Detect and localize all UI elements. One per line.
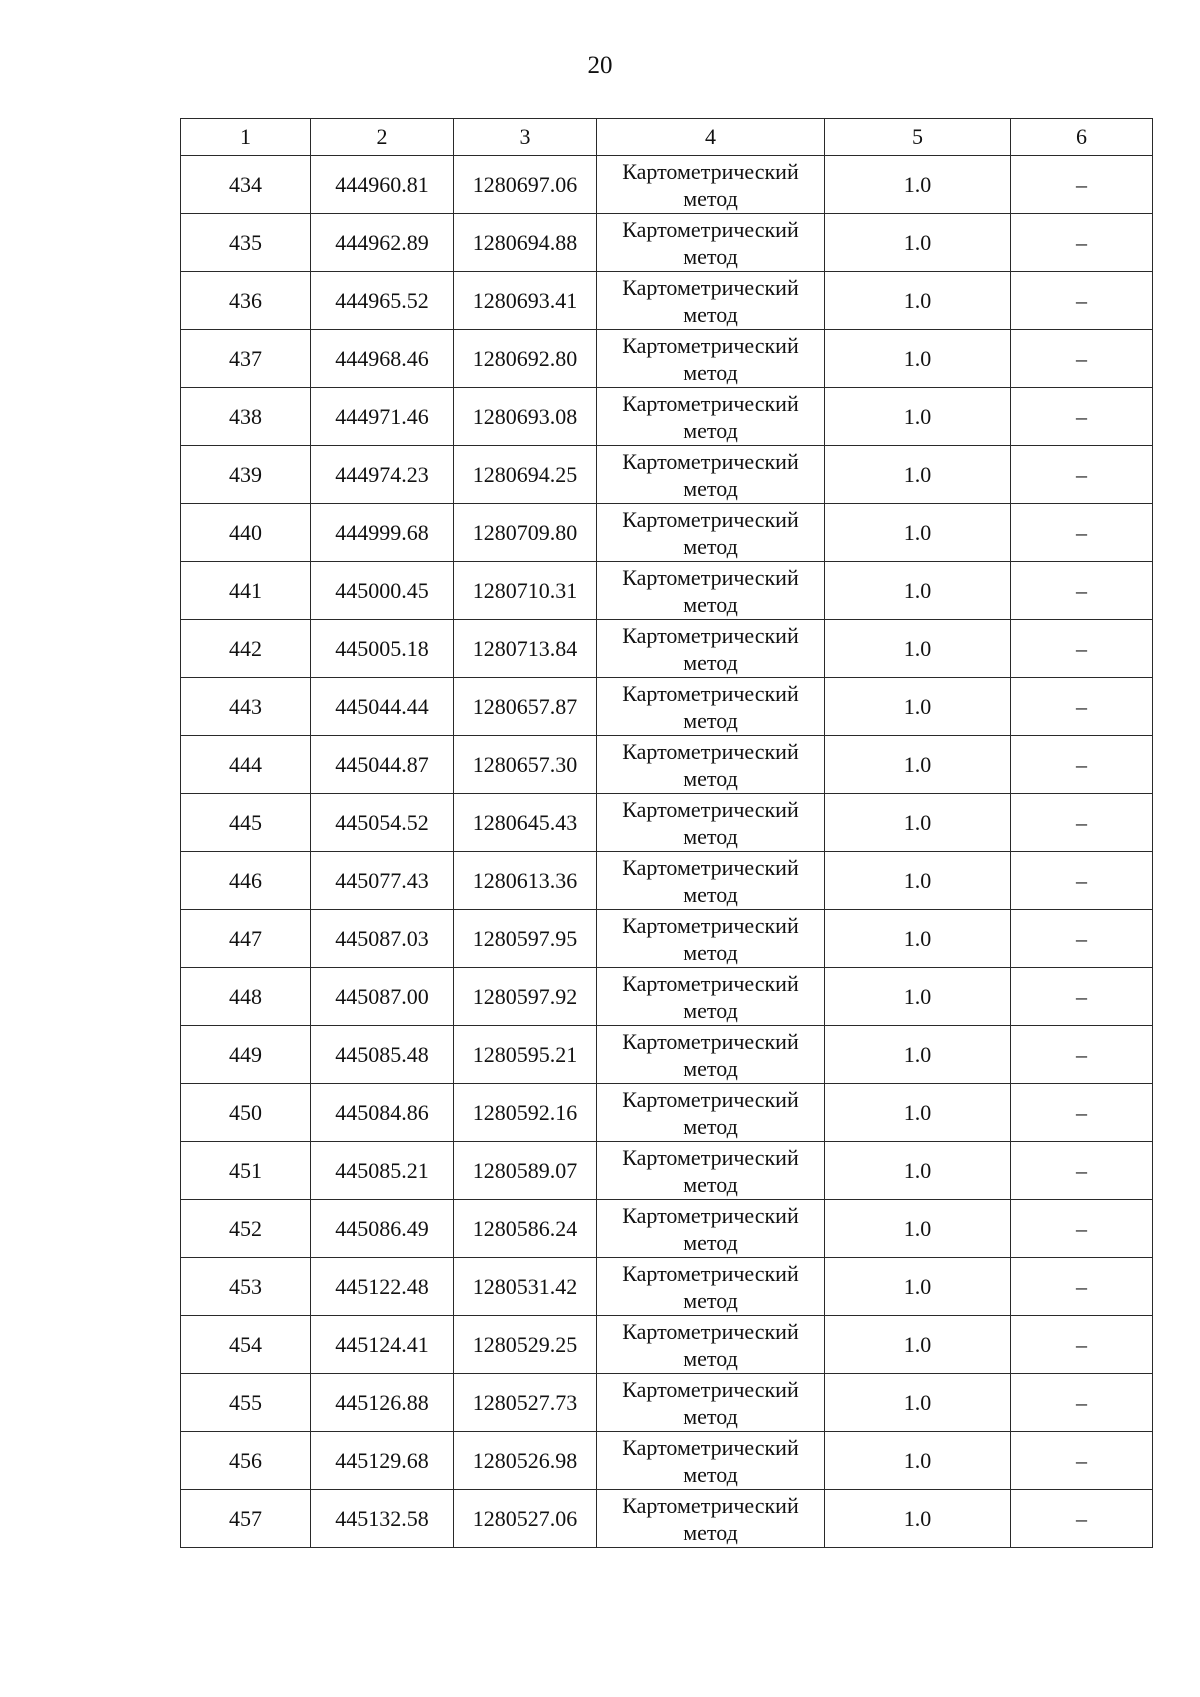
point-number-cell: 445 [181, 794, 311, 852]
method-line-2: метод [683, 649, 738, 675]
method-line-2: метод [683, 1229, 738, 1255]
x-coordinate-cell: 445129.68 [311, 1432, 454, 1490]
method-cell [597, 1026, 825, 1084]
method-line-2: метод [683, 1055, 738, 1081]
table-row [181, 1200, 1153, 1258]
note-cell: – [1011, 852, 1153, 910]
method-line-1: Картометрический [622, 912, 799, 938]
point-number-cell: 443 [181, 678, 311, 736]
y-coordinate-cell: 1280531.42 [454, 1258, 597, 1316]
method-line-1: Картометрический [622, 1260, 799, 1286]
x-coordinate-cell: 445086.49 [311, 1200, 454, 1258]
x-coordinate-cell: 445005.18 [311, 620, 454, 678]
method-cell [597, 330, 825, 388]
method-cell [597, 1432, 825, 1490]
accuracy-cell: 1.0 [825, 852, 1011, 910]
accuracy-cell: 1.0 [825, 388, 1011, 446]
table-row [181, 388, 1153, 446]
x-coordinate-cell: 445044.44 [311, 678, 454, 736]
note-cell: – [1011, 1374, 1153, 1432]
x-coordinate-cell: 444974.23 [311, 446, 454, 504]
note-cell: – [1011, 1142, 1153, 1200]
y-coordinate-cell: 1280597.92 [454, 968, 597, 1026]
point-number-cell: 436 [181, 272, 311, 330]
table-row [181, 214, 1153, 272]
method-line-1: Картометрический [622, 332, 799, 358]
method-line-2: метод [683, 881, 738, 907]
y-coordinate-cell: 1280694.25 [454, 446, 597, 504]
page-number: 20 [587, 52, 613, 79]
table-row [181, 1258, 1153, 1316]
table-row [181, 852, 1153, 910]
method-line-1: Картометрический [622, 216, 799, 242]
accuracy-cell: 1.0 [825, 156, 1011, 214]
accuracy-cell: 1.0 [825, 1432, 1011, 1490]
method-line-1: Картометрический [622, 796, 799, 822]
y-coordinate-cell: 1280527.06 [454, 1490, 597, 1548]
method-line-1: Картометрический [622, 274, 799, 300]
table-body [181, 156, 1153, 1548]
point-number-cell: 457 [181, 1490, 311, 1548]
table-row [181, 1084, 1153, 1142]
note-cell: – [1011, 1084, 1153, 1142]
y-coordinate-cell: 1280692.80 [454, 330, 597, 388]
accuracy-cell: 1.0 [825, 620, 1011, 678]
table-row [181, 678, 1153, 736]
note-cell: – [1011, 794, 1153, 852]
accuracy-cell: 1.0 [825, 1200, 1011, 1258]
method-cell [597, 504, 825, 562]
method-cell [597, 910, 825, 968]
note-cell: – [1011, 678, 1153, 736]
method-line-2: метод [683, 1519, 738, 1545]
x-coordinate-cell: 445044.87 [311, 736, 454, 794]
method-line-1: Картометрический [622, 390, 799, 416]
point-number-cell: 434 [181, 156, 311, 214]
method-line-1: Картометрический [622, 1028, 799, 1054]
x-coordinate-cell: 444965.52 [311, 272, 454, 330]
table-row [181, 794, 1153, 852]
point-number-cell: 440 [181, 504, 311, 562]
method-cell [597, 852, 825, 910]
y-coordinate-cell: 1280613.36 [454, 852, 597, 910]
x-coordinate-cell: 445087.03 [311, 910, 454, 968]
accuracy-cell: 1.0 [825, 446, 1011, 504]
method-line-2: метод [683, 417, 738, 443]
point-number-cell: 448 [181, 968, 311, 1026]
method-cell [597, 156, 825, 214]
y-coordinate-cell: 1280710.31 [454, 562, 597, 620]
method-line-2: метод [683, 1171, 738, 1197]
accuracy-cell: 1.0 [825, 1374, 1011, 1432]
note-cell: – [1011, 156, 1153, 214]
y-coordinate-cell: 1280693.41 [454, 272, 597, 330]
method-line-1: Картометрический [622, 970, 799, 996]
table-row [181, 910, 1153, 968]
y-coordinate-cell: 1280589.07 [454, 1142, 597, 1200]
accuracy-cell: 1.0 [825, 1142, 1011, 1200]
method-line-1: Картометрический [622, 448, 799, 474]
method-line-1: Картометрический [622, 680, 799, 706]
method-line-2: метод [683, 997, 738, 1023]
accuracy-cell: 1.0 [825, 1258, 1011, 1316]
table-row [181, 504, 1153, 562]
y-coordinate-cell: 1280597.95 [454, 910, 597, 968]
y-coordinate-cell: 1280586.24 [454, 1200, 597, 1258]
note-cell: – [1011, 330, 1153, 388]
point-number-cell: 437 [181, 330, 311, 388]
point-number-cell: 441 [181, 562, 311, 620]
note-cell: – [1011, 272, 1153, 330]
note-cell: – [1011, 620, 1153, 678]
x-coordinate-cell: 445085.21 [311, 1142, 454, 1200]
table-row [181, 1142, 1153, 1200]
note-cell: – [1011, 1200, 1153, 1258]
accuracy-cell: 1.0 [825, 678, 1011, 736]
method-cell [597, 1316, 825, 1374]
note-cell: – [1011, 504, 1153, 562]
method-line-1: Картометрический [622, 1086, 799, 1112]
point-number-cell: 447 [181, 910, 311, 968]
table-row [181, 1316, 1153, 1374]
x-coordinate-cell: 445000.45 [311, 562, 454, 620]
method-line-2: метод [683, 1113, 738, 1139]
y-coordinate-cell: 1280713.84 [454, 620, 597, 678]
method-cell [597, 736, 825, 794]
note-cell: – [1011, 1026, 1153, 1084]
accuracy-cell: 1.0 [825, 910, 1011, 968]
method-line-1: Картометрический [622, 738, 799, 764]
y-coordinate-cell: 1280657.30 [454, 736, 597, 794]
column-header-5: 5 [825, 119, 1011, 156]
y-coordinate-cell: 1280526.98 [454, 1432, 597, 1490]
table-row [181, 968, 1153, 1026]
x-coordinate-cell: 444971.46 [311, 388, 454, 446]
method-line-2: метод [683, 591, 738, 617]
table-row [181, 1026, 1153, 1084]
point-number-cell: 438 [181, 388, 311, 446]
table-row [181, 736, 1153, 794]
method-cell [597, 446, 825, 504]
accuracy-cell: 1.0 [825, 504, 1011, 562]
accuracy-cell: 1.0 [825, 794, 1011, 852]
y-coordinate-cell: 1280595.21 [454, 1026, 597, 1084]
point-number-cell: 450 [181, 1084, 311, 1142]
method-cell [597, 678, 825, 736]
method-cell [597, 562, 825, 620]
method-line-1: Картометрический [622, 158, 799, 184]
point-number-cell: 455 [181, 1374, 311, 1432]
method-line-2: метод [683, 301, 738, 327]
note-cell: – [1011, 1490, 1153, 1548]
method-line-1: Картометрический [622, 622, 799, 648]
coordinates-table [180, 118, 1153, 1548]
note-cell: – [1011, 214, 1153, 272]
y-coordinate-cell: 1280657.87 [454, 678, 597, 736]
method-cell [597, 1142, 825, 1200]
point-number-cell: 439 [181, 446, 311, 504]
accuracy-cell: 1.0 [825, 330, 1011, 388]
note-cell: – [1011, 1316, 1153, 1374]
x-coordinate-cell: 445085.48 [311, 1026, 454, 1084]
point-number-cell: 449 [181, 1026, 311, 1084]
y-coordinate-cell: 1280693.08 [454, 388, 597, 446]
method-cell [597, 968, 825, 1026]
note-cell: – [1011, 388, 1153, 446]
point-number-cell: 446 [181, 852, 311, 910]
table-row [181, 1432, 1153, 1490]
x-coordinate-cell: 445084.86 [311, 1084, 454, 1142]
x-coordinate-cell: 445132.58 [311, 1490, 454, 1548]
method-line-2: метод [683, 533, 738, 559]
method-line-1: Картометрический [622, 1318, 799, 1344]
column-header-1: 1 [181, 119, 311, 156]
point-number-cell: 456 [181, 1432, 311, 1490]
x-coordinate-cell: 445124.41 [311, 1316, 454, 1374]
accuracy-cell: 1.0 [825, 562, 1011, 620]
table-row [181, 620, 1153, 678]
header-row [181, 119, 1153, 156]
accuracy-cell: 1.0 [825, 1026, 1011, 1084]
accuracy-cell: 1.0 [825, 214, 1011, 272]
x-coordinate-cell: 444968.46 [311, 330, 454, 388]
accuracy-cell: 1.0 [825, 272, 1011, 330]
table-row [181, 1374, 1153, 1432]
x-coordinate-cell: 445077.43 [311, 852, 454, 910]
method-line-2: метод [683, 765, 738, 791]
point-number-cell: 444 [181, 736, 311, 794]
method-line-1: Картометрический [622, 1202, 799, 1228]
accuracy-cell: 1.0 [825, 968, 1011, 1026]
column-header-2: 2 [311, 119, 454, 156]
method-line-1: Картометрический [622, 1434, 799, 1460]
accuracy-cell: 1.0 [825, 736, 1011, 794]
method-cell [597, 1374, 825, 1432]
y-coordinate-cell: 1280694.88 [454, 214, 597, 272]
note-cell: – [1011, 1258, 1153, 1316]
method-line-2: метод [683, 243, 738, 269]
accuracy-cell: 1.0 [825, 1316, 1011, 1374]
y-coordinate-cell: 1280697.06 [454, 156, 597, 214]
method-cell [597, 1084, 825, 1142]
x-coordinate-cell: 444962.89 [311, 214, 454, 272]
point-number-cell: 454 [181, 1316, 311, 1374]
column-header-3: 3 [454, 119, 597, 156]
method-line-2: метод [683, 707, 738, 733]
y-coordinate-cell: 1280645.43 [454, 794, 597, 852]
x-coordinate-cell: 445087.00 [311, 968, 454, 1026]
method-cell [597, 1200, 825, 1258]
y-coordinate-cell: 1280592.16 [454, 1084, 597, 1142]
method-line-1: Картометрический [622, 1492, 799, 1518]
note-cell: – [1011, 910, 1153, 968]
method-cell [597, 620, 825, 678]
method-line-2: метод [683, 475, 738, 501]
note-cell: – [1011, 1432, 1153, 1490]
method-line-2: метод [683, 359, 738, 385]
table-row [181, 156, 1153, 214]
x-coordinate-cell: 445126.88 [311, 1374, 454, 1432]
method-cell [597, 1258, 825, 1316]
column-header-6: 6 [1011, 119, 1153, 156]
x-coordinate-cell: 444999.68 [311, 504, 454, 562]
point-number-cell: 453 [181, 1258, 311, 1316]
method-cell [597, 214, 825, 272]
method-line-2: метод [683, 1461, 738, 1487]
y-coordinate-cell: 1280529.25 [454, 1316, 597, 1374]
y-coordinate-cell: 1280527.73 [454, 1374, 597, 1432]
note-cell: – [1011, 736, 1153, 794]
method-line-2: метод [683, 1345, 738, 1371]
point-number-cell: 435 [181, 214, 311, 272]
method-line-2: метод [683, 1403, 738, 1429]
point-number-cell: 442 [181, 620, 311, 678]
method-line-2: метод [683, 823, 738, 849]
x-coordinate-cell: 445054.52 [311, 794, 454, 852]
method-line-1: Картометрический [622, 564, 799, 590]
method-cell [597, 388, 825, 446]
table-row [181, 272, 1153, 330]
accuracy-cell: 1.0 [825, 1490, 1011, 1548]
accuracy-cell: 1.0 [825, 1084, 1011, 1142]
method-cell [597, 272, 825, 330]
method-line-2: метод [683, 939, 738, 965]
method-line-2: метод [683, 185, 738, 211]
table-row [181, 446, 1153, 504]
method-line-2: метод [683, 1287, 738, 1313]
x-coordinate-cell: 445122.48 [311, 1258, 454, 1316]
note-cell: – [1011, 562, 1153, 620]
point-number-cell: 451 [181, 1142, 311, 1200]
method-cell [597, 1490, 825, 1548]
y-coordinate-cell: 1280709.80 [454, 504, 597, 562]
table-header [181, 119, 1153, 156]
note-cell: – [1011, 968, 1153, 1026]
column-header-4: 4 [597, 119, 825, 156]
table-row [181, 330, 1153, 388]
table-row [181, 562, 1153, 620]
x-coordinate-cell: 444960.81 [311, 156, 454, 214]
method-line-1: Картометрический [622, 1376, 799, 1402]
method-line-1: Картометрический [622, 1144, 799, 1170]
method-line-1: Картометрический [622, 854, 799, 880]
point-number-cell: 452 [181, 1200, 311, 1258]
note-cell: – [1011, 446, 1153, 504]
table-row [181, 1490, 1153, 1548]
method-line-1: Картометрический [622, 506, 799, 532]
method-cell [597, 794, 825, 852]
